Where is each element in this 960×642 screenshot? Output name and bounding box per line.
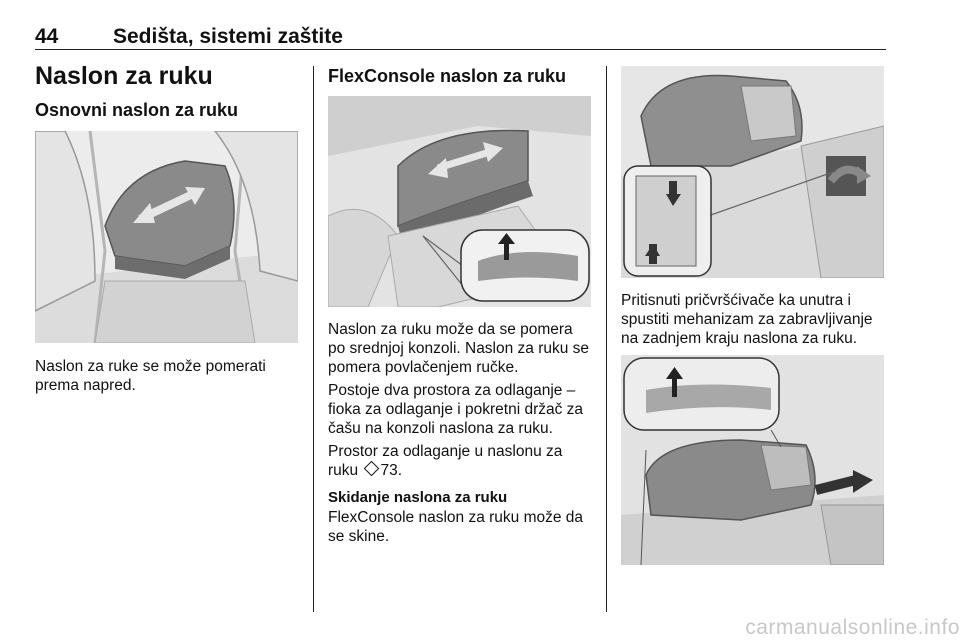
figure-basic-armrest (35, 131, 298, 343)
watermark[interactable]: carmanualsonline.info (745, 616, 960, 639)
page-number: 44 (35, 25, 59, 48)
text-line: spustiti mehanizam za zabravljivanje (621, 311, 873, 328)
text-line-with-reference (328, 461, 562, 480)
figure-armrest-removal (621, 355, 884, 565)
flexconsole-paragraph-1 (328, 320, 589, 377)
text-line: pomera povlačenjem ručke. (328, 359, 519, 376)
text-line: se skine. (328, 528, 390, 545)
text-line: Pritisnuti pričvršćivače ka unutra i (621, 292, 851, 309)
text-line: Postoje dva prostora za odlaganje – (328, 382, 576, 399)
chapter-title: Sedišta, sistemi zaštite (113, 25, 343, 48)
text-line: fioka za odlaganje i pokretni držač za (328, 401, 584, 418)
text-line: Prostor za odlaganje u naslonu za (328, 443, 563, 460)
text-line: čašu na konzoli naslona za ruku. (328, 420, 553, 437)
flexconsole-paragraph-3 (328, 442, 562, 480)
removal-title: Skidanje naslona za ruku (328, 489, 508, 506)
text-line: na zadnjem kraju naslona za ruku. (621, 330, 858, 347)
column-divider-1 (313, 66, 314, 612)
page-reference-link[interactable]: 73. (380, 462, 403, 479)
flexconsole-paragraph-2 (328, 381, 583, 438)
header-divider (35, 49, 886, 50)
basic-armrest-text (35, 357, 266, 395)
text-line: Naslon za ruke se može pomerati (35, 358, 266, 375)
column-divider-2 (606, 66, 607, 612)
page-reference-icon (364, 461, 380, 477)
figure-flexconsole-armrest (328, 96, 591, 307)
text-fragment: ruku (328, 462, 359, 479)
text-line: Naslon za ruku može da se pomera (328, 321, 573, 338)
subsection-title-basic: Osnovni naslon za ruku (35, 100, 239, 120)
latch-release-text (621, 291, 873, 348)
subsection-title-flexconsole: FlexConsole naslon za ruku (328, 66, 567, 86)
text-line: prema napred. (35, 377, 136, 394)
text-line: po srednjoj konzoli. Naslon za ruku se (328, 340, 590, 357)
text-line: FlexConsole naslon za ruku može da (328, 509, 584, 526)
section-title: Naslon za ruku (35, 62, 213, 90)
flexconsole-paragraph-4 (328, 508, 583, 546)
figure-latch-release (621, 66, 884, 278)
